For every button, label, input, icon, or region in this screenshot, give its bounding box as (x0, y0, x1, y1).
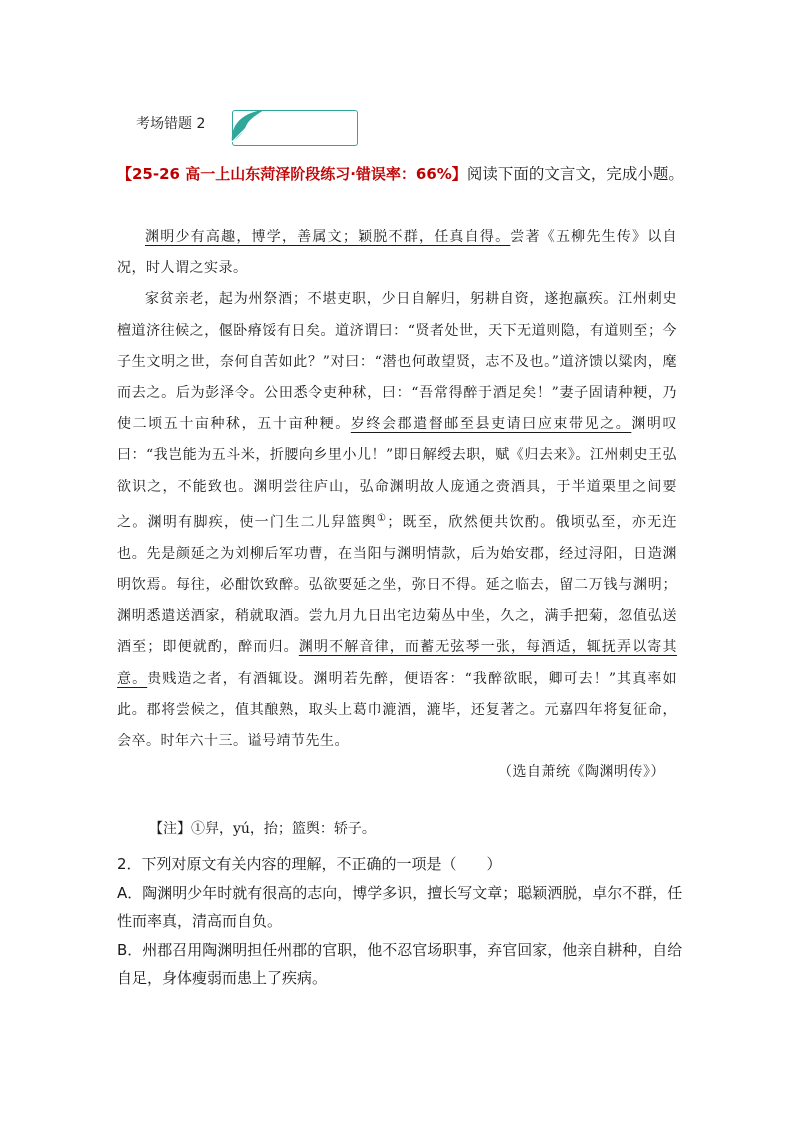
question-block (117, 850, 687, 993)
question-reference: 【25-26 高一上山东菏泽阶段练习·错误率：66%】 (117, 165, 467, 183)
passage-text: 贵贱造之者，有酒辄设。渊明若先醉，便语客：“我醉欲眠，卿可去！”其真率如此。郡将尝候之，值其酿熟，取头上葛巾漉酒，漉毕，还复著之。元嘉四年将复征命，会卒。时年六十三。谥号靖节先生。 (117, 670, 678, 749)
section-label: 考场错题 2 (136, 116, 206, 132)
option-a: A．陶渊明少年时就有很高的志向，博学多识，擅长写文章；聪颖洒脱，卓尔不群，任性而率真，清高而自负。 (117, 883, 683, 930)
option-b: B．州郡召用陶渊明担任州郡的官职，他不忍官场职事，弃官回家，他亲自耕种，自给自足，身体瘦弱而患上了疾病。 (117, 940, 683, 987)
passage-source: （选自萧统《陶渊明传》） (498, 764, 665, 781)
question-intro (117, 160, 687, 188)
leaf-icon (228, 106, 268, 144)
passage-text: ；既至，欣然便共饮酌。俄顷弘至，亦无迕也。先是颜延之为刘柳后军功曹，在当阳与渊明情款，后为始安郡，经过浔阳，日造渊明饮焉。每往，必酣饮致醉。弘欲要延之坐，弥日不得。延之临去，留二万钱与渊明；渊明悉遣送酒家，稍就取酒。尝九月九日出宅边菊丛中坐，久之，满手把菊，忽值弘送酒至；即便就酌，醉而归。 (117, 514, 678, 656)
classical-passage (117, 222, 677, 788)
question-stem: 2．下列对原文有关内容的理解，不正确的一项是（ ） (117, 855, 502, 873)
passage-text: 尝著《五柳先生传》以自况，时人谓之实录。 (117, 229, 678, 277)
underlined-sentence-1: 渊明少有高趣，博学，善属文；颖脱不群，任真自得。 (145, 229, 511, 245)
passage-text: 渊明叹曰：“我岂能为五斗米，折腰向乡里小儿！”即日解绶去职，赋《归去来》。江州刺史王弘欲识之，不能致也。渊明尝往庐山，弘命渊明故人庞通之赍酒具，于半道栗里之间要之。渊明有脚疾，使一门生二儿舁篮舆 (117, 416, 678, 531)
footnote: 【注】①舁，yú，抬；篮舆：轿子。 (149, 821, 376, 837)
passage-paragraph-1 (117, 222, 677, 284)
underlined-sentence-2: 岁终会郡遣督邮至县吏请曰应束带见之。 (350, 416, 632, 433)
passage-paragraph-2 (117, 284, 677, 757)
question-instruction: 阅读下面的文言文，完成小题。 (466, 165, 684, 183)
underlined-sentence-3: 渊明不解音律，而蓄无弦琴一张，每酒适，辄抚弄以寄其意。 (117, 639, 678, 687)
passage-text: 家贫亲老，起为州祭酒；不堪吏职，少日自解归，躬耕自资，遂抱羸疾。江州刺史檀道济往候之，偃卧瘠馁有日矣。道济谓曰：“贤者处世，天下无道则隐，有道则至；今子生文明之世，奈何自苦如此？”对曰：“潜也何敢望贤，志不及也。”道济馈以粱肉，麾而去之。后为彭泽令。公田悉令吏种秫，曰：“吾常得醉于酒足矣！”妻子固请种粳，乃使二顷五十亩种秫，五十亩种粳。 (117, 291, 677, 433)
footnote-marker: ① (376, 512, 388, 524)
